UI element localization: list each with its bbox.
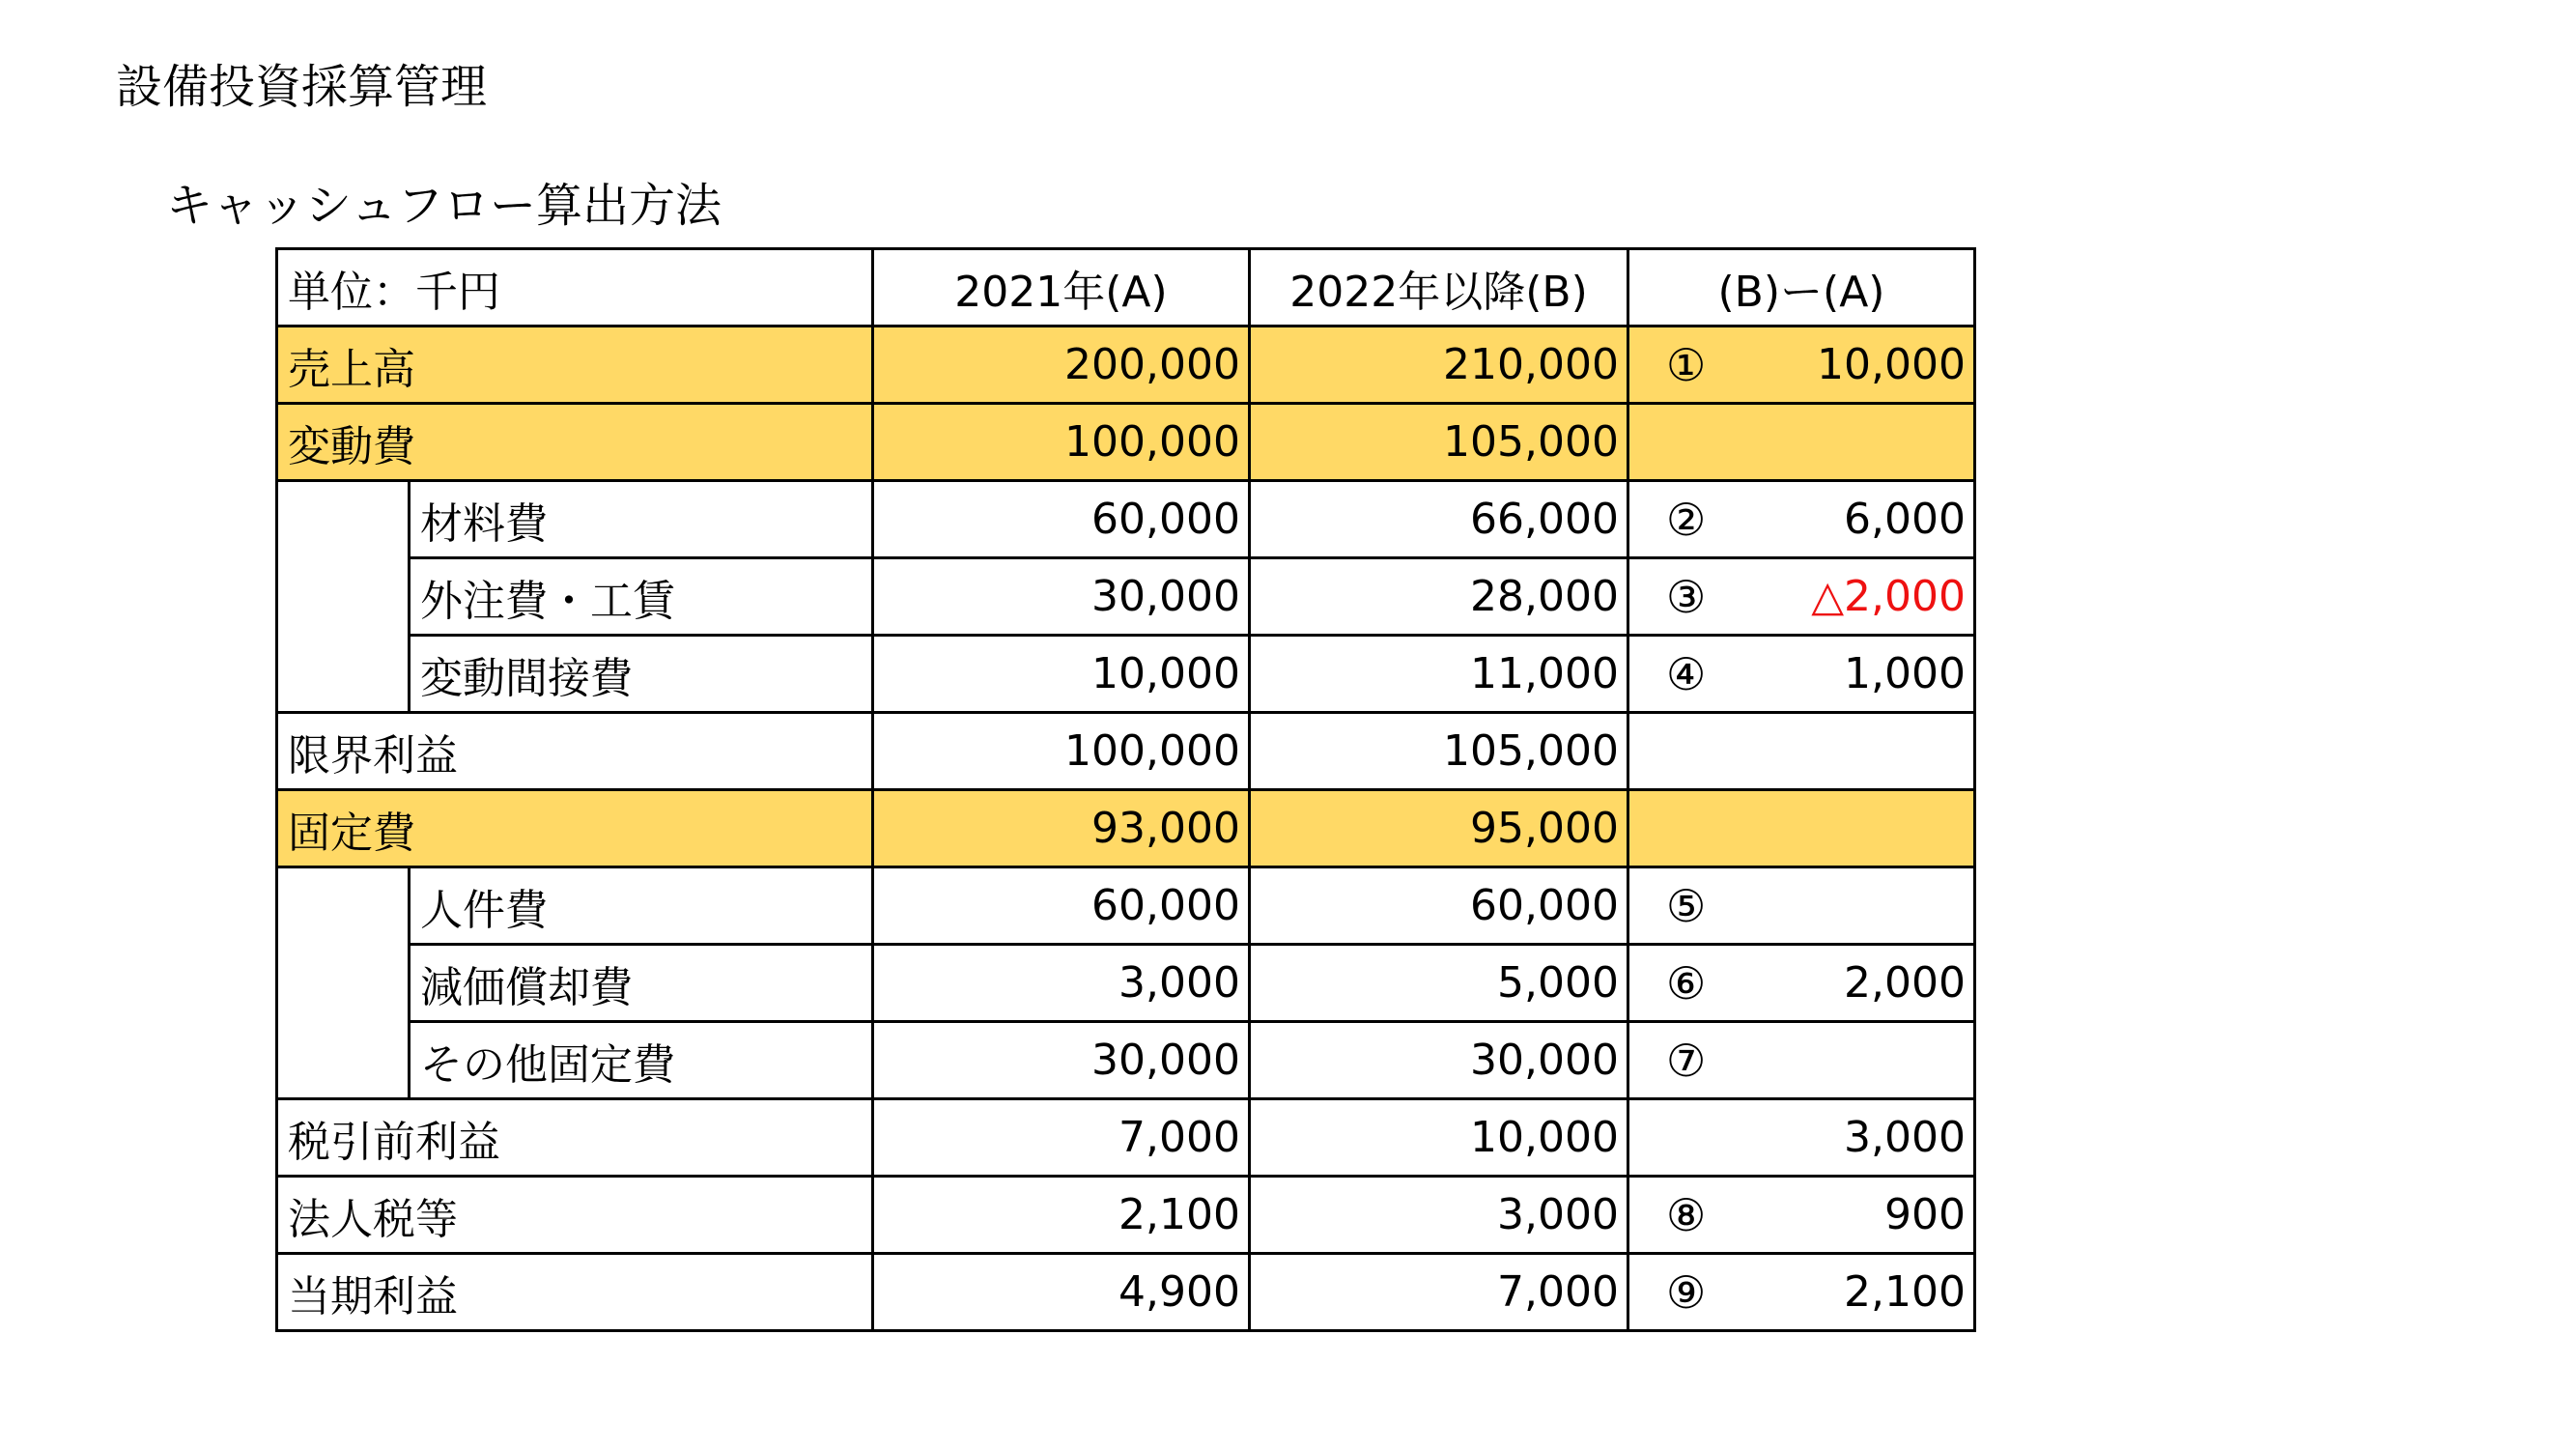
table-row xyxy=(277,636,1975,713)
value-2022: 10,000 xyxy=(1250,1099,1628,1177)
value-2021: 4,900 xyxy=(873,1254,1250,1331)
value-2021: 30,000 xyxy=(873,1022,1250,1099)
table-header-row xyxy=(277,249,1975,327)
table-row xyxy=(277,481,1975,558)
indent-cell xyxy=(277,1022,410,1099)
value-2022: 7,000 xyxy=(1250,1254,1628,1331)
diff-value: 2,100 xyxy=(1844,1267,1966,1317)
diff-cell xyxy=(1628,1177,1975,1254)
diff-value: 3,000 xyxy=(1844,1113,1966,1162)
indent-cell xyxy=(277,558,410,636)
diff-value: 2,000 xyxy=(1844,958,1966,1008)
value-2022: 66,000 xyxy=(1250,481,1628,558)
value-2021: 100,000 xyxy=(873,713,1250,790)
diff-cell xyxy=(1628,867,1975,945)
circled-number: ⑦ xyxy=(1666,1034,1707,1087)
value-2022: 3,000 xyxy=(1250,1177,1628,1254)
indent-cell xyxy=(277,636,410,713)
page-title: 設備投資採算管理 xyxy=(116,60,488,114)
table-row xyxy=(277,1254,1975,1331)
diff-value: 6,000 xyxy=(1844,495,1966,544)
indent-cell xyxy=(277,867,410,945)
table-row xyxy=(277,327,1975,404)
diff-value: 10,000 xyxy=(1817,340,1966,389)
value-2021: 10,000 xyxy=(873,636,1250,713)
diff-value-negative: △2,000 xyxy=(1811,572,1966,621)
row-label: 税引前利益 xyxy=(277,1099,873,1177)
unit-label: 単位：千円 xyxy=(277,249,873,327)
col-header-2022: 2022年以降(B) xyxy=(1250,249,1628,327)
diff-cell xyxy=(1628,558,1975,636)
row-label: 限界利益 xyxy=(277,713,873,790)
row-label: 法人税等 xyxy=(277,1177,873,1254)
row-label: 売上高 xyxy=(277,327,873,404)
value-2021: 60,000 xyxy=(873,481,1250,558)
indent-cell xyxy=(277,481,410,558)
cashflow-table xyxy=(275,247,1976,1332)
value-2021: 100,000 xyxy=(873,404,1250,481)
circled-number: ② xyxy=(1666,493,1707,546)
row-label: 固定費 xyxy=(277,790,873,867)
value-2021: 93,000 xyxy=(873,790,1250,867)
row-label: 変動費 xyxy=(277,404,873,481)
section-subtitle: キャッシュフロー算出方法 xyxy=(166,179,722,233)
diff-cell xyxy=(1628,636,1975,713)
table-row xyxy=(277,790,1975,867)
value-2022: 11,000 xyxy=(1250,636,1628,713)
diff-value: 1,000 xyxy=(1844,649,1966,698)
diff-cell xyxy=(1628,1099,1975,1177)
value-2021: 3,000 xyxy=(873,945,1250,1022)
circled-number: ⑧ xyxy=(1666,1188,1707,1241)
value-2022: 30,000 xyxy=(1250,1022,1628,1099)
circled-number: ③ xyxy=(1666,570,1707,623)
diff-cell xyxy=(1628,1254,1975,1331)
table-row xyxy=(277,1099,1975,1177)
table-row xyxy=(277,404,1975,481)
diff-cell xyxy=(1628,481,1975,558)
table-row xyxy=(277,558,1975,636)
value-2021: 7,000 xyxy=(873,1099,1250,1177)
circled-number: ⑤ xyxy=(1666,879,1707,932)
table-row xyxy=(277,1022,1975,1099)
table-row xyxy=(277,945,1975,1022)
diff-cell xyxy=(1628,404,1975,481)
value-2021: 60,000 xyxy=(873,867,1250,945)
value-2021: 2,100 xyxy=(873,1177,1250,1254)
row-label: 変動間接費 xyxy=(410,636,873,713)
value-2022: 60,000 xyxy=(1250,867,1628,945)
diff-cell xyxy=(1628,713,1975,790)
diff-cell xyxy=(1628,790,1975,867)
table-row xyxy=(277,867,1975,945)
diff-cell xyxy=(1628,327,1975,404)
col-header-diff: (B)ー(A) xyxy=(1628,249,1975,327)
circled-number: ⑥ xyxy=(1666,956,1707,1009)
circled-number: ④ xyxy=(1666,647,1707,700)
table-row xyxy=(277,1177,1975,1254)
value-2022: 105,000 xyxy=(1250,713,1628,790)
row-label: 外注費・工賃 xyxy=(410,558,873,636)
circled-number: ① xyxy=(1666,338,1707,391)
row-label: その他固定費 xyxy=(410,1022,873,1099)
value-2022: 105,000 xyxy=(1250,404,1628,481)
indent-cell xyxy=(277,945,410,1022)
diff-cell xyxy=(1628,945,1975,1022)
table-row xyxy=(277,713,1975,790)
row-label: 減価償却費 xyxy=(410,945,873,1022)
value-2021: 200,000 xyxy=(873,327,1250,404)
value-2022: 5,000 xyxy=(1250,945,1628,1022)
circled-number: ⑨ xyxy=(1666,1265,1707,1319)
col-header-2021: 2021年(A) xyxy=(873,249,1250,327)
diff-value: 900 xyxy=(1884,1190,1966,1239)
value-2022: 95,000 xyxy=(1250,790,1628,867)
value-2021: 30,000 xyxy=(873,558,1250,636)
value-2022: 210,000 xyxy=(1250,327,1628,404)
row-label: 当期利益 xyxy=(277,1254,873,1331)
row-label: 材料費 xyxy=(410,481,873,558)
diff-cell xyxy=(1628,1022,1975,1099)
row-label: 人件費 xyxy=(410,867,873,945)
value-2022: 28,000 xyxy=(1250,558,1628,636)
